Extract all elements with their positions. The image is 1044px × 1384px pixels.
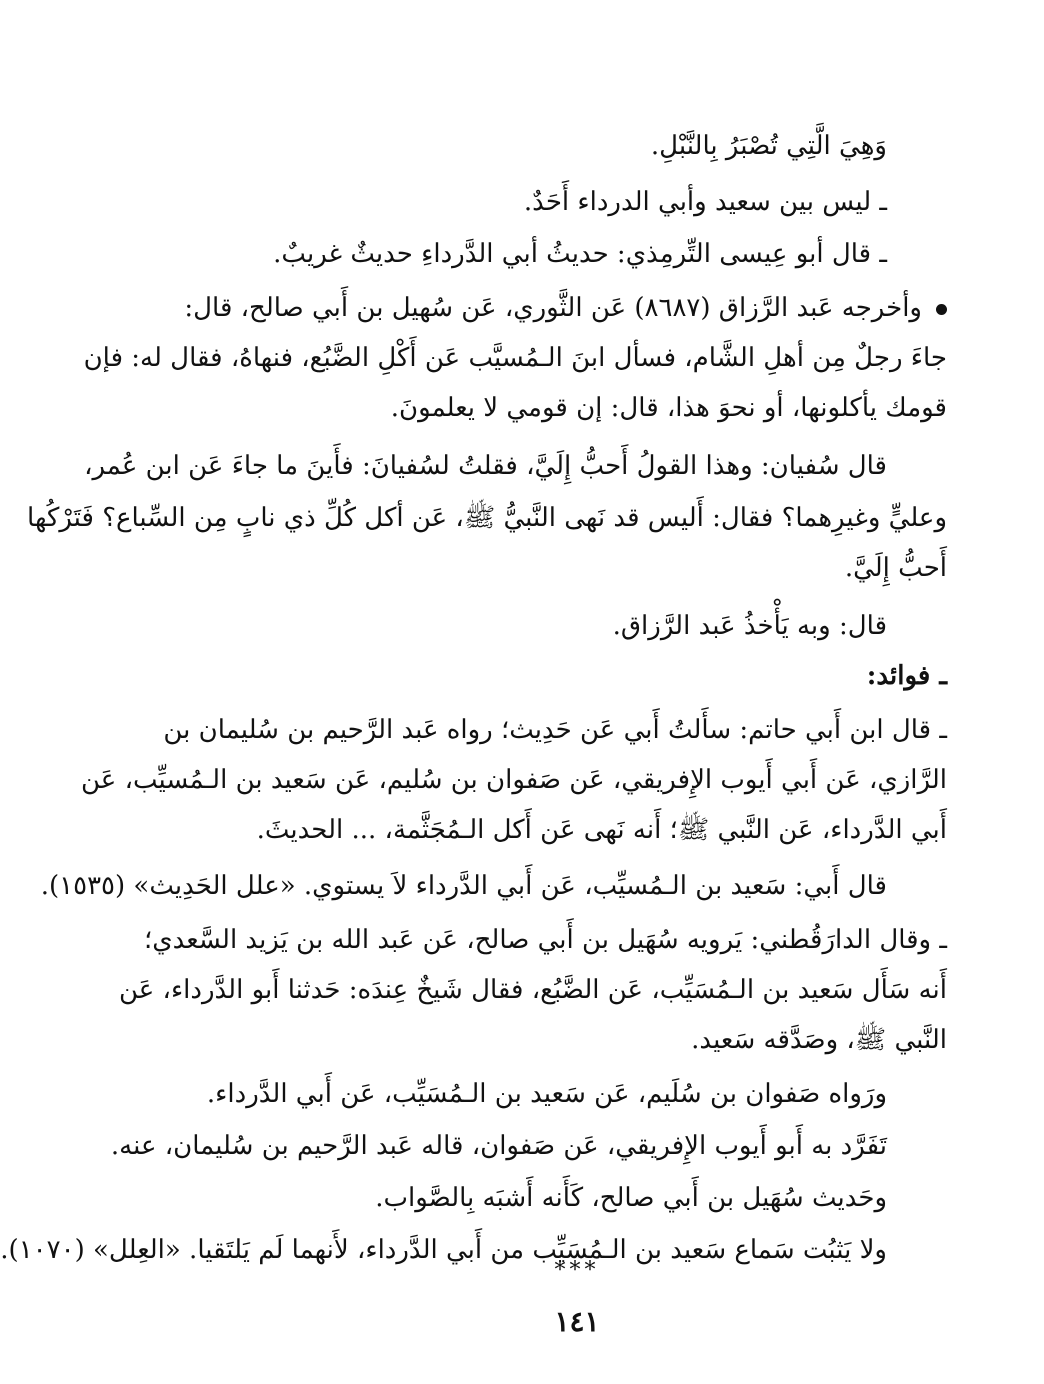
text-line-17: أَنه سَأَل سَعيد بن الـمُسَيِّب، عَن الضَّبُع، فقال شَيخٌ عِندَه: حَدثنا أَبو الدَّرداء، عَن xyxy=(118,975,947,1005)
text-line-2: ـ ليس بين سعيد وأبي الدرداء أَحَدٌ. xyxy=(523,187,887,217)
text-line-8: وعليٍّ وغيرِهما؟ فقال: أَليس قد نَهى النَّبيُّ ﷺ، عَن أكل كُلِّ ذي نابٍ مِن السِّباع؟ فَتَرْكُها xyxy=(27,503,947,533)
text-line-9: أَحبُّ إِلَيَّ. xyxy=(844,553,947,583)
text-line-16: ـ وقال الدارَقُطني: يَرويه سُهَيل بن أَبي صالح، عَن عَبد الله بن يَزيد السَّعدي؛ xyxy=(144,925,947,955)
text-line-6: قومك يأكلونها، أو نحوَ هذا، قال: إن قومي لا يعلمونَ. xyxy=(390,393,947,423)
text-line-15: قال أَبي: سَعيد بن الـمُسيِّب، عَن أَبي الدَّرداء لاَ يستوي. «علل الحَدِيث» (١٥٣٥). xyxy=(40,871,887,901)
text-line-3: ـ قال أبو عِيسى التِّرمِذي: حديثُ أبي الدَّرداءِ حديثٌ غريبٌ. xyxy=(273,239,887,269)
section-heading-fawaid: ـ فوائد: xyxy=(866,661,947,691)
text-line-22: ولا يَثبُت سَماع سَعيد بن الـمُسَيِّب من أَبي الدَّرداء، لأَنهما لَم يَلتَقيا. «العِلل» (١٠٧٠). xyxy=(0,1235,887,1265)
text-line-13: الرَّازي، عَن أَبي أَيوب الإِفريقي، عَن صَفوان بن سُليم، عَن سَعيد بن الـمُسيِّب، عَن xyxy=(81,765,947,795)
text-line-7: قال سُفيان: وهذا القولُ أَحبُّ إِلَيَّ، فقلتُ لسُفيانَ: فأَينَ ما جاءَ عَن ابن عُمر، xyxy=(84,451,887,481)
text-line-14: أَبي الدَّرداء، عَن النَّبي ﷺ؛ أَنه نَهى عَن أَكل الـمُجَثَّمة، ... الحديثَ. xyxy=(256,815,947,845)
text-line-10: قال: وبه يَأْخذُ عَبد الرَّزاق. xyxy=(612,611,887,641)
bullet-icon xyxy=(936,304,947,315)
text-line-4-content: وأخرجه عَبد الرَّزاق (٨٦٨٧) عَن الثَّوري، عَن سُهيل بن أَبي صالح، قال: xyxy=(184,293,922,323)
section-separator: *** xyxy=(554,1258,600,1283)
text-line-5: جاءَ رجلٌ مِن أهلِ الشَّام، فسأل ابنَ الـمُسيَّب عَن أَكْلِ الضَّبُع، فنهاهُ، فقال له: فإن xyxy=(83,343,947,373)
page-body xyxy=(0,100,947,1340)
text-line-21: وحَديث سُهَيل بن أَبي صالح، كَأَنه أَشبَه بِالصَّواب. xyxy=(375,1183,887,1213)
text-line-4 xyxy=(184,282,947,334)
text-line-19: ورَواه صَفوان بن سُلَيم، عَن سَعيد بن الـمُسَيِّب، عَن أَبي الدَّرداء. xyxy=(206,1079,887,1109)
text-line-1: وَهِيَ الَّتِي تُصْبَرُ بِالنَّبْلِ. xyxy=(650,131,887,161)
text-line-18: النَّبي ﷺ، وصَدَّقه سَعيد. xyxy=(691,1025,947,1055)
text-line-12: ـ قال ابن أَبي حاتم: سأَلتُ أَبي عَن حَدِيث؛ رواه عَبد الرَّحيم بن سُليمان بن xyxy=(163,715,947,745)
text-line-20: تَفَرَّد به أَبو أَيوب الإِفريقي، عَن صَفوان، قاله عَبد الرَّحيم بن سُليمان، عنه. xyxy=(110,1131,887,1161)
page-number: ١٤١ xyxy=(554,1305,600,1338)
